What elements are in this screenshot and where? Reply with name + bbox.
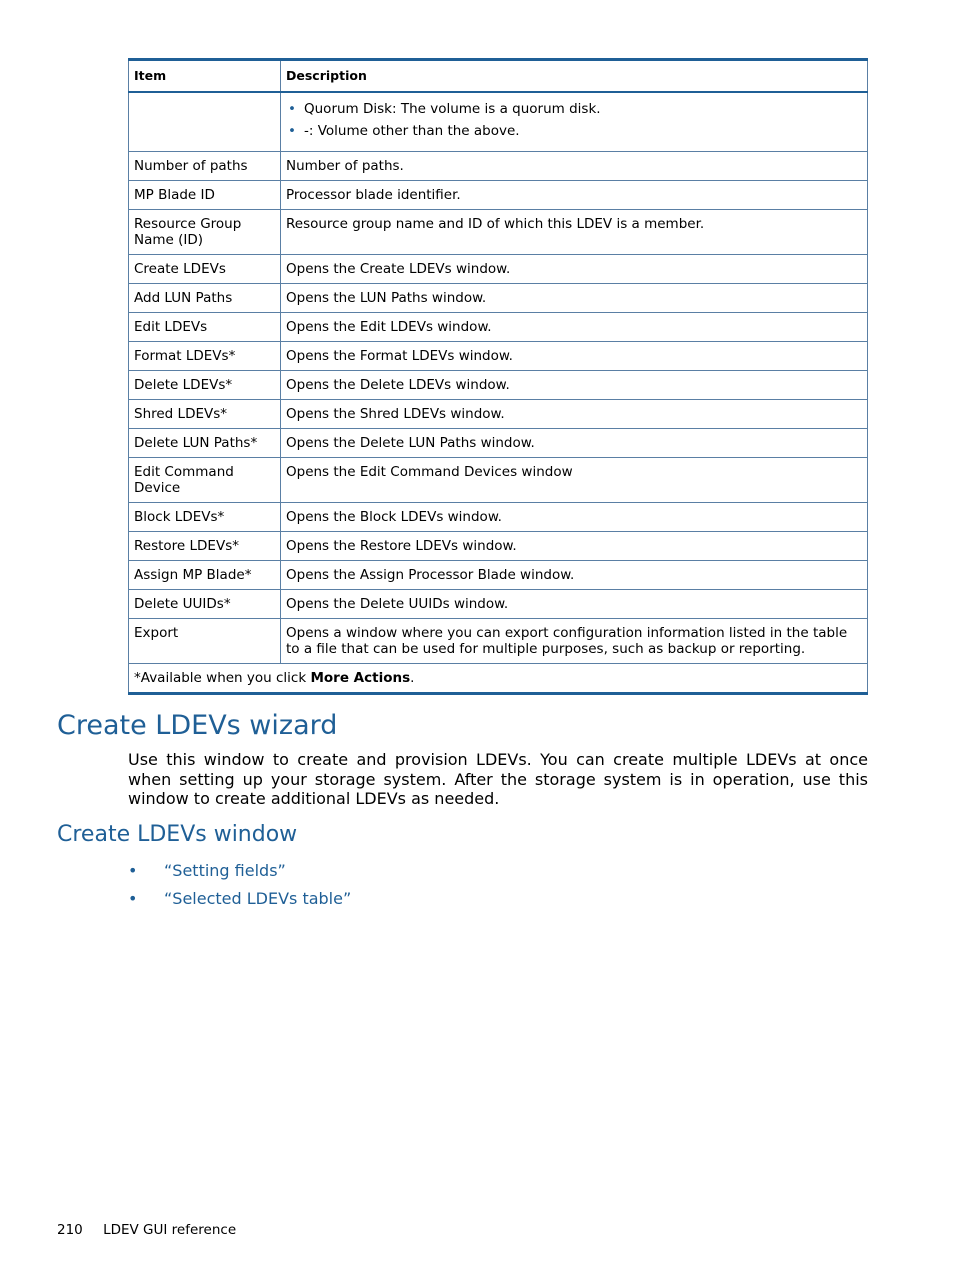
footnote-prefix: *Available when you click bbox=[134, 670, 311, 686]
footnote-suffix: . bbox=[410, 670, 415, 686]
table-row bbox=[129, 284, 868, 313]
table-row bbox=[129, 503, 868, 532]
item-cell: Delete LUN Paths* bbox=[129, 429, 281, 458]
section-title: Create LDEVs wizard bbox=[57, 710, 338, 741]
item-cell: Assign MP Blade* bbox=[129, 561, 281, 590]
running-title: LDEV GUI reference bbox=[103, 1222, 237, 1238]
description-cell: Processor blade identifier. bbox=[281, 181, 868, 210]
link-setting-fields[interactable]: “Setting fields” bbox=[164, 861, 286, 880]
description-cell: Opens the Delete UUIDs window. bbox=[281, 590, 868, 619]
item-cell: MP Blade ID bbox=[129, 181, 281, 210]
description-cell: Opens the LUN Paths window. bbox=[281, 284, 868, 313]
footnote-bold: More Actions bbox=[310, 670, 411, 686]
table-row bbox=[129, 400, 868, 429]
table-row bbox=[129, 429, 868, 458]
description-cell: Opens the Shred LDEVs window. bbox=[281, 400, 868, 429]
list-item bbox=[128, 860, 351, 888]
table-row bbox=[129, 619, 868, 664]
table-row bbox=[129, 152, 868, 181]
table-row bbox=[129, 181, 868, 210]
table-row bbox=[129, 210, 868, 255]
subsection-title: Create LDEVs window bbox=[57, 822, 298, 847]
item-cell: Create LDEVs bbox=[129, 255, 281, 284]
item-cell: Delete LDEVs* bbox=[129, 371, 281, 400]
bullet-icon: • bbox=[128, 861, 138, 880]
description-cell: Opens the Restore LDEVs window. bbox=[281, 532, 868, 561]
description-cell: Opens the Create LDEVs window. bbox=[281, 255, 868, 284]
table-row bbox=[129, 590, 868, 619]
item-cell: Number of paths bbox=[129, 152, 281, 181]
item-cell: Export bbox=[129, 619, 281, 664]
description-cell: Number of paths. bbox=[281, 152, 868, 181]
list-item: • Quorum Disk: The volume is a quorum disk. bbox=[304, 101, 862, 117]
table-row bbox=[129, 92, 868, 152]
item-cell: Resource Group Name (ID) bbox=[129, 210, 281, 255]
list-item: • -: Volume other than the above. bbox=[304, 123, 862, 139]
table-row bbox=[129, 255, 868, 284]
status-bullet-list bbox=[286, 101, 862, 139]
item-cell: Delete UUIDs* bbox=[129, 590, 281, 619]
bullet-icon: • bbox=[128, 889, 138, 908]
description-cell: Opens the Edit LDEVs window. bbox=[281, 313, 868, 342]
table-row bbox=[129, 561, 868, 590]
cross-reference-list bbox=[128, 860, 351, 916]
description-cell: Opens the Delete LDEVs window. bbox=[281, 371, 868, 400]
table-footnote-row bbox=[129, 664, 868, 694]
description-cell: Opens the Assign Processor Blade window. bbox=[281, 561, 868, 590]
table-row bbox=[129, 458, 868, 503]
description-cell: Opens the Delete LUN Paths window. bbox=[281, 429, 868, 458]
table-row bbox=[129, 342, 868, 371]
section-intro: Use this window to create and provision LDEVs. You can create multiple LDEVs at once when setting up your storage system. After the storage system is in operation, use this window to create additional LDEVs as needed. bbox=[128, 750, 868, 808]
item-cell: Edit LDEVs bbox=[129, 313, 281, 342]
page-number: 210 bbox=[57, 1222, 83, 1238]
description-cell: Opens a window where you can export configuration information listed in the table to a file that can be used for multiple purposes, such as backup or reporting. bbox=[281, 619, 868, 664]
reference-table bbox=[128, 58, 868, 695]
description-cell: Opens the Edit Command Devices window bbox=[281, 458, 868, 503]
table-header-row bbox=[129, 60, 868, 93]
item-cell: Block LDEVs* bbox=[129, 503, 281, 532]
description-cell: Opens the Block LDEVs window. bbox=[281, 503, 868, 532]
table-footnote bbox=[129, 664, 868, 694]
description-cell: Opens the Format LDEVs window. bbox=[281, 342, 868, 371]
header-item: Item bbox=[129, 60, 281, 93]
table-row bbox=[129, 532, 868, 561]
item-cell-empty bbox=[129, 92, 281, 152]
header-description: Description bbox=[281, 60, 868, 93]
link-selected-ldevs-table[interactable]: “Selected LDEVs table” bbox=[164, 889, 352, 908]
item-cell: Add LUN Paths bbox=[129, 284, 281, 313]
description-cell bbox=[281, 92, 868, 152]
list-item bbox=[128, 888, 351, 916]
item-cell: Format LDEVs* bbox=[129, 342, 281, 371]
page-footer bbox=[57, 1222, 236, 1238]
table-row bbox=[129, 371, 868, 400]
item-cell: Shred LDEVs* bbox=[129, 400, 281, 429]
description-cell: Resource group name and ID of which this LDEV is a member. bbox=[281, 210, 868, 255]
table-row bbox=[129, 313, 868, 342]
item-cell: Restore LDEVs* bbox=[129, 532, 281, 561]
item-cell: Edit Command Device bbox=[129, 458, 281, 503]
